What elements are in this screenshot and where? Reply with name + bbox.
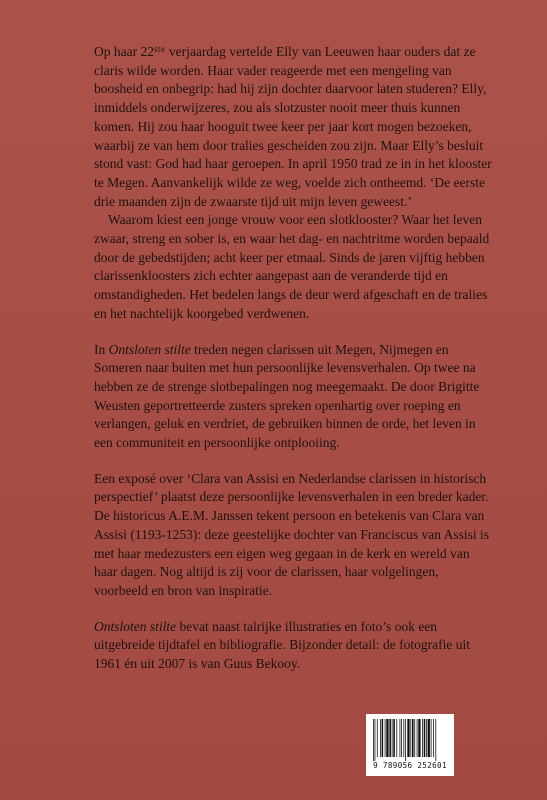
paragraph-3-rest: treden negen clarissen uit Megen, Nijmegen en Someren naar buiten met hun persoonlijke levensverhalen. Op twee na hebben ze de strenge slotbepalingen nog meegemaakt. De door Brigitte Weusten geportretteerde zusters spreken openhartig over roeping en verlangen, geluk en verdriet, de gebruiken binnen de orde, het leven in een communiteit en persoonlijke ontplooiing. xyxy=(94,341,480,451)
paragraph-3 xyxy=(94,341,494,453)
barcode xyxy=(366,714,454,776)
paragraph-1-start: Op haar 22 xyxy=(94,44,154,59)
book-title-italic: Ontsloten stilte xyxy=(94,618,177,634)
paragraph-5-rest: bevat naast talrijke illustraties en foto’s ook een uitgebreide tijdtafel en bibliografie. Bijzonder detail: de fotografie uit 1961 én uit 2007 is van Guus Bekooy. xyxy=(94,618,470,672)
paragraph-1-rest: verjaardag vertelde Elly van Leeuwen haar ouders dat ze claris wilde worden. Haar vader reageerde met een mengeling van boosheid en onbegrip: had hij zijn dochter daarvoor laten studeren? Elly, inmiddels onderwijzeres, zou als slotzuster nooit meer thuis kunnen komen. Hij zou haar hooguit twee keer per jaar kort mogen bezoeken, waarbij ze van hem door tralies gescheiden zou zijn. Maar Elly’s besluit stond vast: God had haar geroepen. In april 1950 trad ze in in het klooster te Megen. Aanvankelijk wilde ze weg, voelde zich ontheemd. ‘De eerste drie maanden zijn de zwaarste tijd uit mijn leven geweest.’ xyxy=(94,44,492,209)
paragraph-1 xyxy=(94,40,494,211)
blurb-text xyxy=(94,40,494,674)
paragraph-3-start: In xyxy=(94,341,109,357)
paragraph-4: Een exposé over ‘Clara van Assisi en Nederlandse clarissen in historisch perspectief’ plaatst deze persoonlijke levensverhalen in een breder kader. De historicus A.E.M. Janssen tekent persoon en betekenis van Clara van Assisi (1193-1253): deze geestelijke dochter van Franciscus van Assisi is met haar medezusters een eigen weg gegaan in de kerk en wereld van haar dagen. Nog altijd is zij voor de clarissen, haar volgelingen, voorbeeld en bron van inspiratie. xyxy=(94,470,490,598)
barcode-bars xyxy=(372,719,448,761)
ordinal-superscript: ste xyxy=(153,44,166,54)
paragraph-2: Waarom kiest een jonge vrouw voor een slotklooster? Waar het leven zwaar, streng en sober is, en waar het dag- en nachtritme worden bepaald door de gebedstijden; acht keer per etmaal. Sinds de jaren vijftig hebben clarissenkloosters zich echter aangepast aan de veranderde tijd en omstandigheden. Het bedelen langs de deur werd afgeschaft en de tralies en het nachtelijk koorgebed verdwenen. xyxy=(94,212,490,321)
book-title-italic: Ontsloten stilte xyxy=(108,341,191,357)
isbn-number: 9 789056 252601 xyxy=(373,761,447,770)
paragraph-5 xyxy=(94,618,494,674)
